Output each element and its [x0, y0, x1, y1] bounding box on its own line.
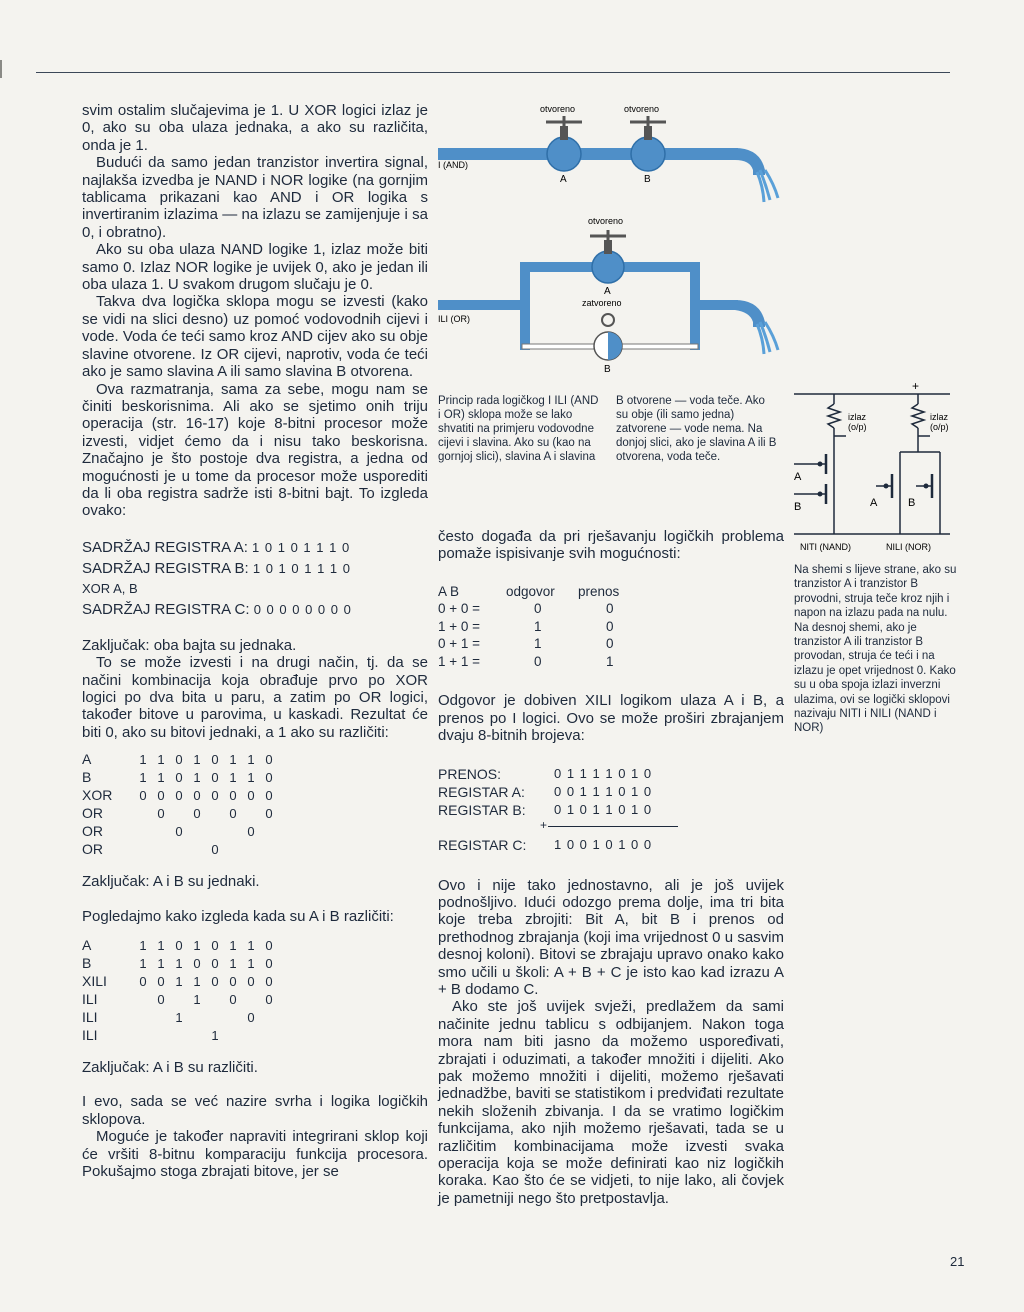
label-b-or: B [604, 364, 611, 375]
bit-cell: 0 [247, 824, 255, 840]
sum-result [438, 835, 784, 855]
bit-cell: 1 [229, 752, 237, 768]
bit-cell: 1 [139, 956, 147, 972]
table-row [82, 973, 278, 991]
bit-cell: 0 [211, 788, 219, 804]
bit-cell: 0 [229, 788, 237, 804]
plus-sign: + [540, 817, 548, 832]
output-op-right: (o/p) [930, 422, 949, 432]
paragraph: I evo, sada se već nazire svrha i logika logičkih sklopova. [82, 1093, 428, 1128]
table-row [82, 769, 278, 787]
bit-cell [188, 841, 206, 859]
sum-bits: 0 1 1 1 1 0 1 0 [554, 765, 653, 781]
tt-cell: 0 + 1 = [438, 636, 481, 652]
table-row [438, 618, 638, 636]
bit-cell [152, 823, 170, 841]
bit-cell: 1 [247, 938, 255, 954]
register-a-line: SADRŽAJ REGISTRA A: 1 0 1 0 1 1 1 0 [82, 538, 351, 556]
bit-cell: 0 [157, 974, 165, 990]
sum-label: REGISTAR B: [438, 801, 526, 818]
paragraph: Ako su oba ulaza NAND logike 1, izlaz može biti samo 0. Izlaz NOR logike je uvijek 0, ako je jedan ili oba ulaza 1. U svakom drugom slučaju je 0. [82, 241, 428, 294]
circuit-caption: Na shemi s lijeve strane, ako su tranzistor A i tranzistor B provodni, struja teče kroz njih i napon na izlazu pada na nulu. Na desnoj shemi, ako je tranzistor A ili tranzistor B provodan, struja će teći i na izlazu je opet vrijednost 0. Kako su u oba spoja izlazi inverzni ulazima, ovi se logički sklopovi nazivaju NITI i NILI (NAND i NOR) [794, 564, 957, 735]
sum-row [438, 801, 784, 819]
label-otvoreno-b: otvoreno [624, 104, 660, 114]
conclusion: Zaključak: A i B su različiti. [82, 1059, 258, 1076]
bit-cell: 1 [139, 770, 147, 786]
bit-cell [134, 823, 152, 841]
bit-cell: 1 [175, 974, 183, 990]
bit-cell: 0 [139, 788, 147, 804]
output-label-right: izlaz [930, 412, 949, 422]
bit-cell [206, 805, 224, 823]
row-label: B [82, 769, 92, 786]
bit-cell [242, 841, 260, 859]
binary-sum [438, 765, 784, 819]
bit-table-different [82, 937, 278, 1045]
valve-a-or-handle [590, 230, 626, 242]
tt-header: A B [438, 583, 460, 599]
output-op-left: (o/p) [848, 422, 867, 432]
tt-cell: 1 [606, 653, 614, 669]
input-b-label-right: B [908, 497, 916, 509]
or-pipe-in [438, 300, 524, 310]
column-left [82, 102, 428, 1180]
bit-cell: 1 [157, 956, 165, 972]
bit-cell [242, 1027, 260, 1045]
output-label-left: izlaz [848, 412, 867, 422]
row-label: OR [82, 823, 103, 840]
water-pipe-figure [430, 100, 800, 390]
bit-cell [134, 1027, 152, 1045]
bit-cell: 0 [139, 974, 147, 990]
bit-cell: 0 [175, 752, 183, 768]
sum-bits: 1 0 0 1 0 1 0 0 [554, 836, 653, 852]
bit-cell: 1 [175, 956, 183, 972]
bit-cell: 0 [265, 992, 273, 1008]
paragraph: Budući da samo jedan tranzistor invertira signal, najlakša izvedba je NAND i NOR logike (na gornjim tablicama prikazani kao AND i OR logika s invertiranim izlazima — na izlazu se zamijenjuje i sa 0, i obratno). [82, 154, 428, 241]
tt-header: odgovor [506, 583, 555, 599]
bit-cell: 1 [229, 938, 237, 954]
bit-cell [134, 841, 152, 859]
bit-cell [260, 823, 278, 841]
bit-cell: 0 [265, 752, 273, 768]
bit-cell [170, 805, 188, 823]
label-or: ILI (OR) [438, 314, 471, 324]
bit-cell: 0 [193, 788, 201, 804]
bit-cell [242, 805, 260, 823]
plus-label: + [912, 379, 920, 393]
valve-b-or-handle [602, 314, 614, 326]
bit-cell [134, 991, 152, 1009]
tt-cell: 1 + 0 = [438, 618, 481, 634]
label-b-top: B [644, 174, 651, 185]
bit-cell: 1 [139, 752, 147, 768]
bit-cell: 0 [157, 992, 165, 1008]
input-b-label-left: B [794, 501, 802, 513]
bit-cell: 0 [265, 770, 273, 786]
bit-cell [224, 1009, 242, 1027]
bit-cell [170, 1027, 188, 1045]
row-label: A [82, 937, 92, 954]
row-label: ILI [82, 1027, 98, 1044]
bit-cell [206, 1009, 224, 1027]
or-pipe-left [520, 262, 530, 350]
table-row [82, 955, 278, 973]
tt-cell: 0 [606, 618, 614, 634]
bit-cell [170, 991, 188, 1009]
bit-cell: 1 [157, 938, 165, 954]
valve-b-stem [644, 126, 652, 140]
resistor-right [912, 404, 924, 428]
paragraph: svim ostalim slučajevima je 1. U XOR logici izlaz je 0, ako su oba ulaza jednaka, a ako su različita, onda je 1. [82, 102, 428, 154]
table-row [438, 635, 638, 653]
bit-cell: 0 [175, 938, 183, 954]
bit-cell: 0 [229, 806, 237, 822]
tt-cell: 0 [534, 601, 542, 617]
bit-cell: 0 [265, 788, 273, 804]
paragraph: Ovo i nije tako jednostavno, ali je još uvijek podnošljivo. Idući odozgo prema dolje, ima tri bita koje treba zbrojiti: Bit A, bit B i prenos od prethodnog zbrajanja (koji ima vrijednost 0 u sasvim desnoj koloni). Bitovi se zbrajaju upravo onako kako smo učili u školi: A + B + C je isto kao kad izrazu A + B dodamo C. [438, 876, 784, 998]
bit-cell: 0 [229, 992, 237, 1008]
sum-label: REGISTAR C: [438, 836, 527, 853]
table-row [438, 600, 638, 618]
sum-divider [438, 819, 784, 835]
valve-b-body [631, 137, 665, 171]
bit-cell [206, 823, 224, 841]
paragraph: Pogledajmo kako izgleda kada su A i B različiti: [82, 907, 394, 925]
label-a-or: A [604, 286, 611, 297]
bit-cell [224, 841, 242, 859]
bit-cell: 1 [175, 1010, 183, 1026]
tt-cell: 0 + 0 = [438, 601, 481, 617]
sum-row [438, 783, 784, 801]
tt-cell: 0 [606, 601, 614, 617]
bit-cell: 0 [211, 752, 219, 768]
bit-cell: 1 [229, 956, 237, 972]
paragraph: Ova razmatranja, sama za sebe, mogu nam se činiti beskorisnima. Ali ako se sjetimo onih triju operacija (str. 16-17) koje 8-bitni procesor može izvesti, vidjet ćemo da i nisu tako beskorisna. Značajno je što postoje dva registra, a jedna od mogućnosti je u tome da procesor može usporediti da li oba registra sadrže isti 8-bitni bajt. To izgleda ovako: [82, 380, 428, 520]
table-row [82, 751, 278, 769]
table-row [82, 937, 278, 955]
and-pipe [438, 148, 738, 160]
label-otvoreno-or: otvoreno [588, 216, 624, 226]
bit-cell [188, 823, 206, 841]
table-row [82, 991, 278, 1009]
bit-cell: 0 [229, 974, 237, 990]
margin-mark [0, 60, 2, 78]
table-row [82, 1009, 278, 1027]
paragraph: To se može izvesti i na drugi način, tj. da se načini kombinacija koja obrađuje prvo po XOR logici po dva bita u paru, a zatim po OR logici, također bitove u parovima, u kaskadi. Rezultat će biti 0, ako su bitovi jednaki, a 1 ako su različiti: [82, 654, 428, 741]
paragraph: Takva dva logička sklopa mogu se izvesti (kako se vidi na slici desno) uz pomoć vodovodnih cijevi i vode. Voda će teći samo kroz AND cijev ako su obje slavine otvorene. Iz OR cijevi, naprotiv, voda će teći ako je samo slavina A ili samo slavina B otvorena. [82, 293, 429, 381]
bit-cell: 0 [211, 974, 219, 990]
bit-cell: 1 [193, 752, 201, 768]
label-otvoreno-a: otvoreno [540, 104, 576, 114]
bit-cell [260, 1009, 278, 1027]
row-label: XILI [82, 973, 107, 990]
input-a-label-right: A [870, 497, 878, 509]
bit-cell: 0 [193, 956, 201, 972]
bit-cell: 1 [157, 752, 165, 768]
figure-caption-2: B otvorene — voda teče. Ako su obje (ili samo jedna) zatvorene — vode nema. Na donjoj slici, ako je slavina A ili B otvorena, voda teče. [616, 395, 777, 463]
bit-cell [152, 1027, 170, 1045]
table-row [82, 805, 278, 823]
sum-bits: 0 1 0 1 1 0 1 0 [554, 801, 653, 817]
input-a-label-left: A [794, 471, 802, 483]
resistor-left [828, 404, 840, 428]
bit-cell: 1 [193, 938, 201, 954]
register-b-line: SADRŽAJ REGISTRA B: 1 0 1 0 1 1 1 0 [82, 559, 351, 577]
tt-cell: 1 [534, 618, 542, 634]
label-and: I (AND) [438, 160, 468, 170]
bit-cell: 0 [211, 938, 219, 954]
bit-cell: 0 [247, 1010, 255, 1026]
row-label: A [82, 751, 92, 768]
bit-cell: 0 [265, 806, 273, 822]
valve-a-or-stem [604, 240, 612, 254]
row-label: XOR [82, 787, 113, 804]
bit-cell: 0 [265, 938, 273, 954]
register-c-line: SADRŽAJ REGISTRA C: 0 0 0 0 0 0 0 0 [82, 600, 352, 618]
row-label: ILI [82, 1009, 98, 1026]
nor-label: NILI (NOR) [886, 542, 931, 552]
bit-cell: 0 [193, 806, 201, 822]
bit-cell: 1 [193, 974, 201, 990]
row-label: B [82, 955, 92, 972]
bit-cell [188, 1027, 206, 1045]
table-row [82, 841, 278, 859]
valve-a-stem [560, 126, 568, 140]
column-right [438, 528, 784, 1207]
bit-cell: 0 [265, 956, 273, 972]
table-row [438, 653, 638, 671]
bit-cell [206, 991, 224, 1009]
bit-cell: 0 [247, 974, 255, 990]
bit-cell [134, 805, 152, 823]
or-pipe-out [698, 300, 738, 310]
table-row [82, 1027, 278, 1045]
bit-cell: 1 [211, 1028, 219, 1044]
sum-row [438, 765, 784, 783]
truth-table [438, 583, 638, 671]
conclusion: Zaključak: oba bajta su jednaka. [82, 636, 297, 654]
row-label: OR [82, 841, 103, 858]
bit-cell [242, 991, 260, 1009]
bit-cell: 0 [211, 770, 219, 786]
page-number: 21 [950, 1254, 965, 1269]
figure-caption-1: Princip rada logičkog I ILI (AND i OR) sklopa može se lako shvatiti na primjeru vodovodne cijevi i slavina. Ako su (kao na gornjoj slici), slavina A i slavina [438, 395, 599, 463]
sum-label: REGISTAR A: [438, 783, 525, 800]
bit-cell [224, 823, 242, 841]
tt-header: prenos [578, 583, 620, 599]
bit-cell: 0 [157, 788, 165, 804]
valve-b-handle [630, 116, 666, 128]
conclusion: Zaključak: A i B su jednaki. [82, 873, 260, 891]
label-zatvoreno: zatvoreno [582, 298, 622, 308]
bit-cell: 1 [193, 992, 201, 1008]
xor-line: XOR A, B [82, 580, 138, 596]
paragraph: Odgovor je dobiven XILI logikom ulaza A i B, a prenos po I logici. Ovo se može proširi zbrajanjem dvaju 8-bitnih brojeva: [438, 692, 784, 745]
bit-cell: 0 [157, 806, 165, 822]
bit-cell: 0 [211, 956, 219, 972]
bit-cell: 0 [175, 824, 183, 840]
bit-cell: 1 [247, 752, 255, 768]
bit-table-equal [82, 751, 278, 859]
bit-cell: 1 [229, 770, 237, 786]
bit-cell [134, 1009, 152, 1027]
valve-a-handle [546, 116, 582, 128]
row-label: OR [82, 805, 103, 822]
sum-bits: 0 0 1 1 1 0 1 0 [554, 783, 653, 799]
bit-cell [260, 841, 278, 859]
paragraph: često događa da pri rješavanju logičkih problema pomaže ispisivanje svih mogućnosti: [438, 528, 784, 563]
valve-b-or-half [608, 332, 622, 360]
bit-cell: 1 [247, 956, 255, 972]
bit-cell [170, 841, 188, 859]
bit-cell: 0 [211, 842, 219, 858]
bit-cell: 0 [175, 788, 183, 804]
bit-cell [188, 1009, 206, 1027]
paragraph: Ako ste još uvijek svježi, predlažem da sami načinite jednu tablicu s odbijanjem. Nakon toga mora nam biti jasno da možemo uspoređivati, zbrajati i oduzimati, a također množiti i dijeliti. Ako pak možemo množiti i dijeliti, možemo rješavati jednadžbe, baviti se statistikom i predviđati rezultate nekih složenih zbivanja. I da se vratimo logičkim funkcijama, ako njih možemo rješavati, tada se u različitim kombinacijama može izvesti svaka operacija koja se može definirati kao niz logičkih koraka. Kao što će se vidjeti, to nije lako, ali čovjek je pametniji nego što pretpostavlja. [438, 998, 785, 1207]
label-a-top: A [560, 174, 567, 185]
row-label: ILI [82, 991, 98, 1008]
tt-cell: 1 + 1 = [438, 653, 481, 669]
bit-cell [152, 841, 170, 859]
table-row [82, 823, 278, 841]
transistor-circuits [790, 374, 960, 560]
tt-cell: 0 [534, 653, 542, 669]
tt-cell: 1 [534, 636, 542, 652]
tt-cell: 0 [606, 636, 614, 652]
nand-label: NITI (NAND) [800, 542, 851, 552]
bit-cell: 0 [175, 770, 183, 786]
bit-cell: 1 [157, 770, 165, 786]
valve-a-body [547, 137, 581, 171]
bit-cell [224, 1027, 242, 1045]
bit-cell: 0 [265, 974, 273, 990]
bit-cell: 1 [193, 770, 201, 786]
bit-cell [152, 1009, 170, 1027]
bit-cell: 0 [247, 788, 255, 804]
header-rule [36, 72, 950, 73]
valve-a-or-body [592, 251, 624, 283]
bit-cell [260, 1027, 278, 1045]
paragraph: Moguće je također napraviti integrirani sklop koji će vršiti 8-bitnu komparaciju funkcija procesora. Pokušajmo stoga zbrajati bitove, jer se [82, 1128, 428, 1181]
sum-label: PRENOS: [438, 765, 502, 782]
bit-cell: 1 [247, 770, 255, 786]
table-row [82, 787, 278, 805]
bit-cell: 1 [139, 938, 147, 954]
